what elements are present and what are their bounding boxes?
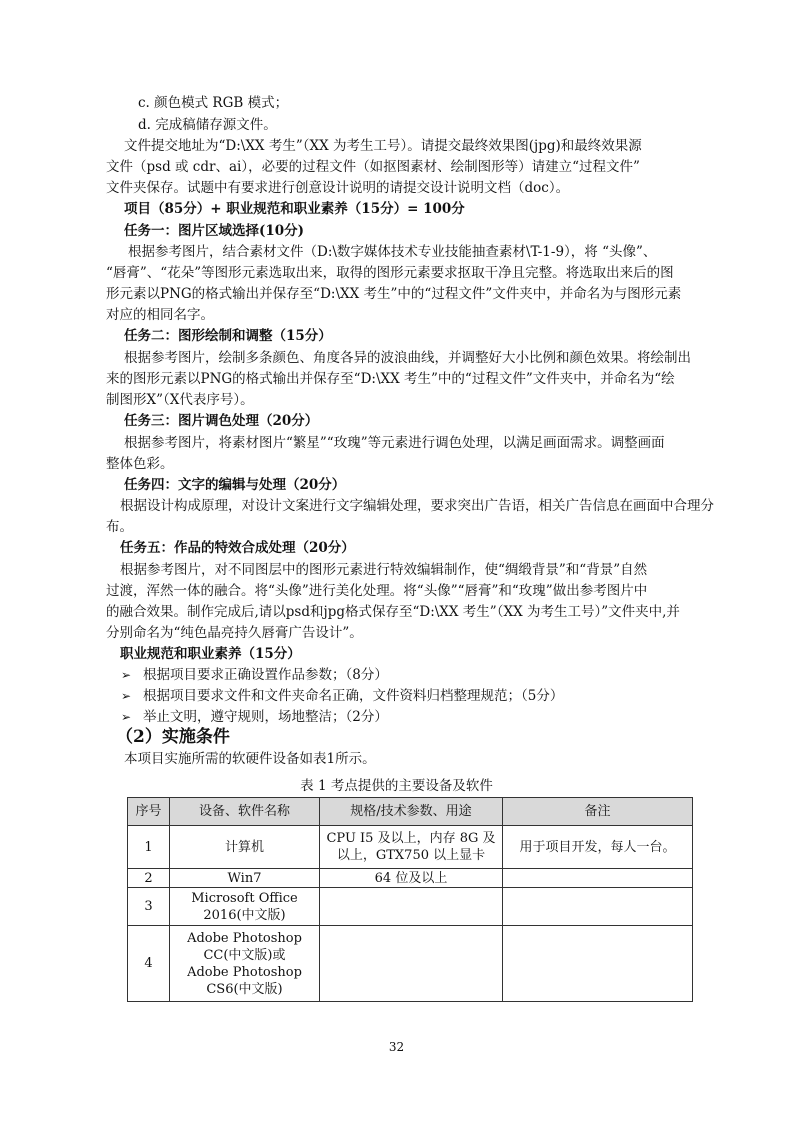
equipment-name: 计算机 xyxy=(170,826,320,869)
table-header-row xyxy=(128,798,693,826)
paragraph-line: 形元素以PNG的格式输出并保存至“D:\XX 考生”中的“过程文件”文件夹中，并命名为与图形元素 xyxy=(106,286,682,302)
equipment-spec xyxy=(320,888,503,926)
bullet-arrow-icon: ➢ xyxy=(121,668,132,682)
name-line: CC(中文版)或 xyxy=(203,947,286,963)
equipment-name xyxy=(170,888,320,926)
row-number: 2 xyxy=(128,869,170,888)
column-header: 备注 xyxy=(503,798,693,826)
table-caption: 表 1 考点提供的主要设备及软件 xyxy=(300,778,493,794)
bullet-item: 根据项目要求文件和文件夹命名正确，文件资料归档整理规范；（5分） xyxy=(143,688,564,704)
name-line: Microsoft Office xyxy=(191,890,298,906)
task-heading: 任务一：图片区域选择(10分) xyxy=(124,223,305,239)
equipment-table xyxy=(127,797,693,1002)
table-row xyxy=(128,869,693,888)
name-line: 2016(中文版) xyxy=(203,907,286,923)
task-heading: 任务二：图形绘制和调整（15分） xyxy=(124,328,332,344)
bullet-arrow-icon: ➢ xyxy=(121,689,132,703)
equipment-spec: 64 位及以上 xyxy=(320,869,503,888)
equipment-spec xyxy=(320,926,503,1002)
table-row xyxy=(128,888,693,926)
paragraph-line: 对应的相同名字。 xyxy=(106,307,214,323)
paragraph-line: 本项目实施所需的软硬件设备如表1所示。 xyxy=(124,751,376,767)
equipment-note xyxy=(503,888,693,926)
paragraph-line: c. 颜色模式 RGB 模式； xyxy=(138,95,289,111)
paragraph-line: 的融合效果。制作完成后,请以psd和jpg格式保存至“D:\XX 考生”（XX 为考生工号）”文件夹中,并 xyxy=(106,604,680,620)
equipment-name: Win7 xyxy=(170,869,320,888)
spec-line: 以上，GTX750 以上显卡 xyxy=(336,848,486,863)
table-row xyxy=(128,826,693,869)
name-line: Adobe Photoshop xyxy=(187,964,302,980)
subsection-heading: （2）实施条件 xyxy=(116,727,230,747)
name-line: CS6(中文版) xyxy=(206,981,283,997)
paragraph-line: 过渡，浑然一体的融合。将“头像”进行美化处理。将“头像”“唇膏”和“玫瑰”做出参考图片中 xyxy=(106,583,648,599)
task-heading: 任务五：作品的特效合成处理（20分） xyxy=(120,540,355,556)
paragraph-line: 文件提交地址为“D:\XX 考生”（XX 为考生工号）。请提交最终效果图(jpg)和最终效果源 xyxy=(124,138,642,154)
paragraph-line: 根据设计构成原理，对设计文案进行文字编辑处理，要求突出广告语，相关广告信息在画面中合理分 xyxy=(120,498,714,514)
paragraph-line: 布。 xyxy=(106,519,133,535)
paragraph-line: 根据参考图片，对不同图层中的图形元素进行特效编辑制作，使“绸缎背景”和“背景”自然 xyxy=(120,562,648,578)
bullet-item: 根据项目要求正确设置作品参数；（8分） xyxy=(143,667,388,683)
paragraph-line: 文件（psd 或 cdr、ai），必要的过程文件（如抠图素材、绘制图形等）请建立“过程文件” xyxy=(106,159,640,175)
task-heading: 任务三：图片调色处理（20分） xyxy=(124,413,319,429)
equipment-note: 用于项目开发，每人一台。 xyxy=(503,826,693,869)
score-heading: 项目（85分）+ 职业规范和职业素养（15分）= 100分 xyxy=(124,201,465,217)
equipment-spec xyxy=(320,826,503,869)
row-number: 3 xyxy=(128,888,170,926)
row-number: 1 xyxy=(128,826,170,869)
section-heading: 职业规范和职业素养（15分） xyxy=(120,646,301,662)
row-number: 4 xyxy=(128,926,170,1002)
paragraph-line: 整体色彩。 xyxy=(106,456,174,472)
equipment-name xyxy=(170,926,320,1002)
column-header: 序号 xyxy=(128,798,170,826)
bullet-item: 举止文明，遵守规则，场地整洁；（2分） xyxy=(143,709,388,725)
paragraph-line: 制图形X”（X代表序号）。 xyxy=(106,392,254,408)
paragraph-line: 根据参考图片，将素材图片“繁星”“玫瑰”等元素进行调色处理，以满足画面需求。调整画面 xyxy=(124,435,665,451)
page-number: 32 xyxy=(388,1040,405,1054)
paragraph-line: 根据参考图片，绘制多条颜色、角度各异的波浪曲线，并调整好大小比例和颜色效果。将绘制出 xyxy=(124,350,691,366)
paragraph-line: d. 完成稿储存源文件。 xyxy=(138,117,277,133)
paragraph-line: 分别命名为“纯色晶亮持久唇膏广告设计”。 xyxy=(106,625,363,641)
equipment-note xyxy=(503,926,693,1002)
bullet-arrow-icon: ➢ xyxy=(121,710,132,724)
column-header: 设备、软件名称 xyxy=(170,798,320,826)
name-line: Adobe Photoshop xyxy=(187,930,302,946)
spec-line: CPU I5 及以上，内存 8G 及 xyxy=(326,831,496,846)
column-header: 规格/技术参数、用途 xyxy=(320,798,503,826)
paragraph-line: 根据参考图片，结合素材文件（D:\数字媒体技术专业技能抽查素材\T-1-9），将 “头像”、 xyxy=(128,244,657,260)
table-row xyxy=(128,926,693,1002)
paragraph-line: 来的图形元素以PNG的格式输出并保存至“D:\XX 考生”中的“过程文件”文件夹中，并命名为“绘 xyxy=(106,371,675,387)
paragraph-line: 文件夹保存。试题中有要求进行创意设计说明的请提交设计说明文档（doc）。 xyxy=(106,180,570,196)
task-heading: 任务四：文字的编辑与处理（20分） xyxy=(124,477,346,493)
equipment-note xyxy=(503,869,693,888)
paragraph-line: “唇膏”、“花朵”等图形元素选取出来，取得的图形元素要求抠取干净且完整。将选取出来后的图 xyxy=(106,265,674,281)
